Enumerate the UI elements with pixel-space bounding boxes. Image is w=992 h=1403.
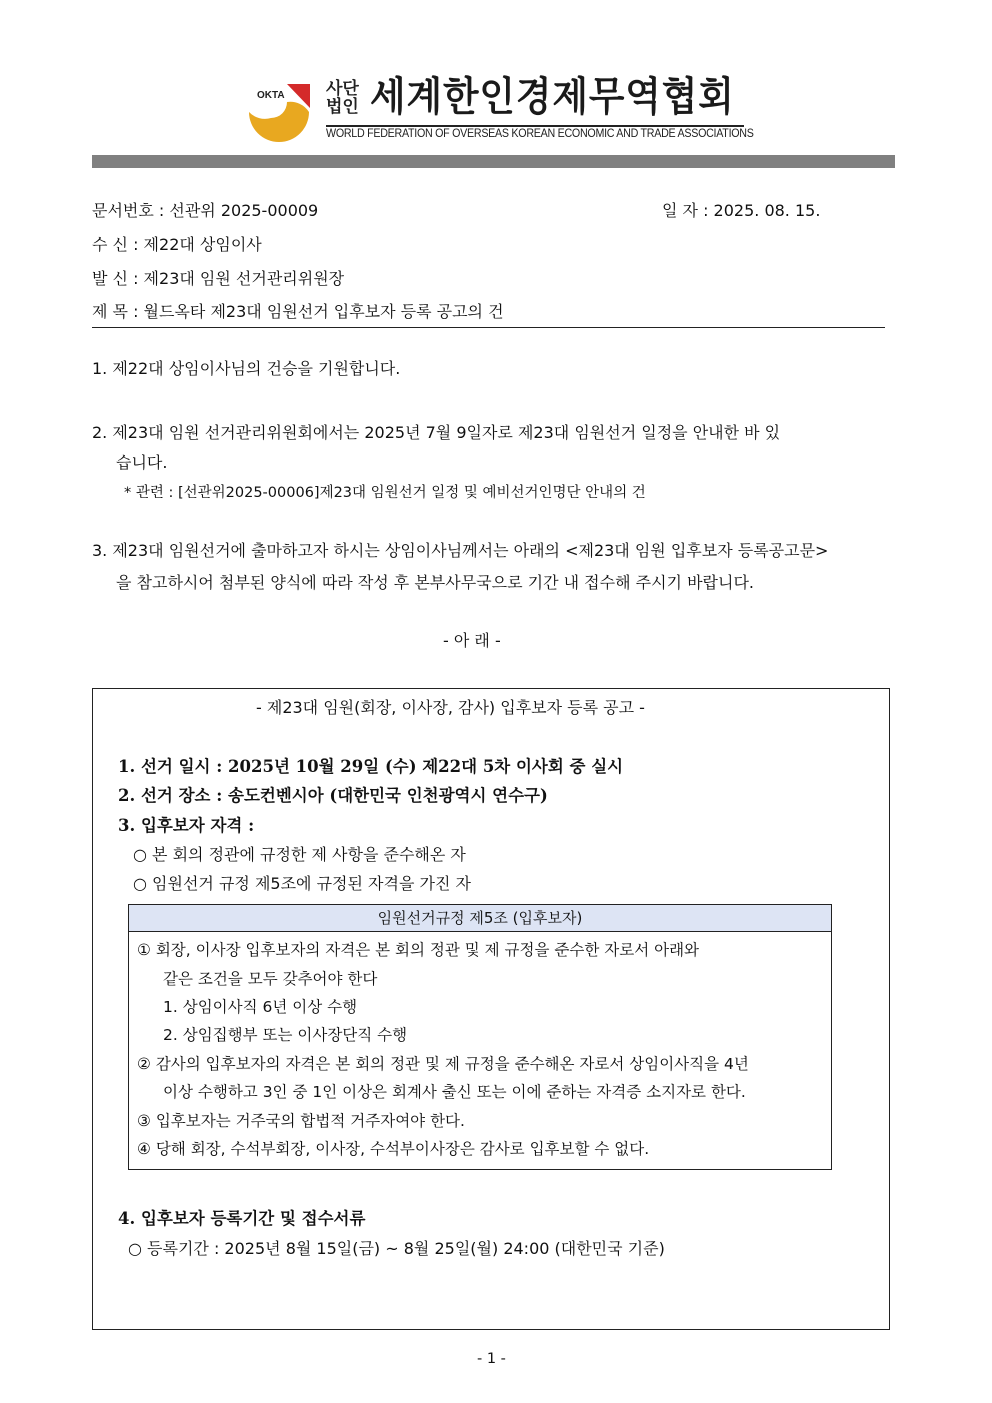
recipient: 수 신 : 제22대 상임이사: [92, 235, 262, 254]
notice-item-3: 3. 입후보자 자격 :: [118, 816, 255, 835]
notice-item-2: 2. 선거 장소 : 송도컨벤시아 (대한민국 인천광역시 연수구): [118, 786, 548, 805]
rule-clause-4: ④ 당해 회장, 수석부회장, 이사장, 수석부이사장은 감사로 입후보할 수 없다.: [137, 1140, 650, 1158]
logo-divider: [326, 125, 744, 127]
notice-title: - 제23대 임원(회장, 이사장, 감사) 입후보자 등록 공고 -: [256, 698, 645, 717]
header-divider: [92, 327, 885, 328]
paragraph-2-line2: 습니다.: [116, 453, 168, 472]
reference-note: * 관련 : [선관위2025-00006]제23대 임원선거 일정 및 예비선거인명단 안내의 건: [124, 485, 646, 501]
org-english-name: WORLD FEDERATION OF OVERSEAS KOREAN ECONOMIC AND TRADE ASSOCIATIONS: [326, 128, 754, 140]
rule-clause-1-line1: ① 회장, 이사장 입후보자의 자격은 본 회의 정관 및 제 규정을 준수한 자로서 아래와: [137, 941, 700, 959]
paragraph-2-line1: 2. 제23대 임원 선거관리위원회에서는 2025년 7월 9일자로 제23대 임원선거 일정을 안내한 바 있: [92, 423, 781, 442]
notice-item-3a: ○ 본 회의 정관에 규정한 제 사항을 준수해온 자: [133, 845, 466, 864]
document-date: 일 자 : 2025. 08. 15.: [662, 201, 821, 220]
sender: 발 신 : 제23대 임원 선거관리위원장: [92, 269, 345, 288]
paragraph-3-line2: 을 참고하시어 첨부된 양식에 따라 작성 후 본부사무국으로 기간 내 접수해 주시기 바랍니다.: [116, 573, 754, 592]
org-title: 세계한인경제무역협회: [370, 74, 735, 120]
page-number: - 1 -: [477, 1351, 506, 1367]
logo-small-line2: 법인: [326, 97, 359, 117]
rule-clause-1-sub1: 1. 상임이사직 6년 이상 수행: [163, 998, 358, 1016]
paragraph-3-line1: 3. 제23대 임원선거에 출마하고자 하시는 상임이사님께서는 아래의 <제23대 임원 입후보자 등록공고문>: [92, 541, 829, 560]
logo-small-line1: 사단: [326, 79, 359, 99]
registration-period: ○ 등록기간 : 2025년 8월 15일(금) ~ 8월 25일(월) 24:00 (대한민국 기준): [128, 1239, 665, 1258]
document-number: 문서번호 : 선관위 2025-00009: [92, 201, 319, 220]
okta-logo-icon: [247, 82, 311, 144]
rule-clause-1-line2: 같은 조건을 모두 갖추어야 한다: [163, 970, 378, 988]
logo-subtitle: [326, 80, 359, 116]
rule-clause-2-line1: ② 감사의 입후보자의 자격은 본 회의 정관 및 제 규정을 준수해온 자로서 상임이사직을 4년: [137, 1055, 749, 1073]
below-heading: - 아 래 -: [443, 631, 501, 650]
subject: 제 목 : 월드옥타 제23대 임원선거 입후보자 등록 공고의 건: [92, 302, 504, 321]
paragraph-1: 1. 제22대 상임이사님의 건승을 기원합니다.: [92, 359, 401, 378]
svg-text:OKTA: OKTA: [257, 90, 285, 101]
notice-item-1: 1. 선거 일시 : 2025년 10월 29일 (수) 제22대 5차 이사회 중 실시: [118, 757, 624, 776]
rule-clause-2-line2: 이상 수행하고 3인 중 1인 이상은 회계사 출신 또는 이에 준하는 자격증 소지자로 한다.: [163, 1083, 746, 1101]
rule-box: [128, 904, 832, 1170]
notice-item-3b: ○ 임원선거 규정 제5조에 규정된 자격을 가진 자: [133, 874, 471, 893]
rule-clause-1-sub2: 2. 상임집행부 또는 이사장단직 수행: [163, 1026, 408, 1044]
rule-clause-3: ③ 입후보자는 거주국의 합법적 거주자여야 한다.: [137, 1112, 465, 1130]
header-bar: [92, 155, 895, 168]
notice-item-4: 4. 입후보자 등록기간 및 접수서류: [118, 1209, 366, 1228]
rule-heading: 임원선거규정 제5조 (입후보자): [129, 905, 831, 932]
